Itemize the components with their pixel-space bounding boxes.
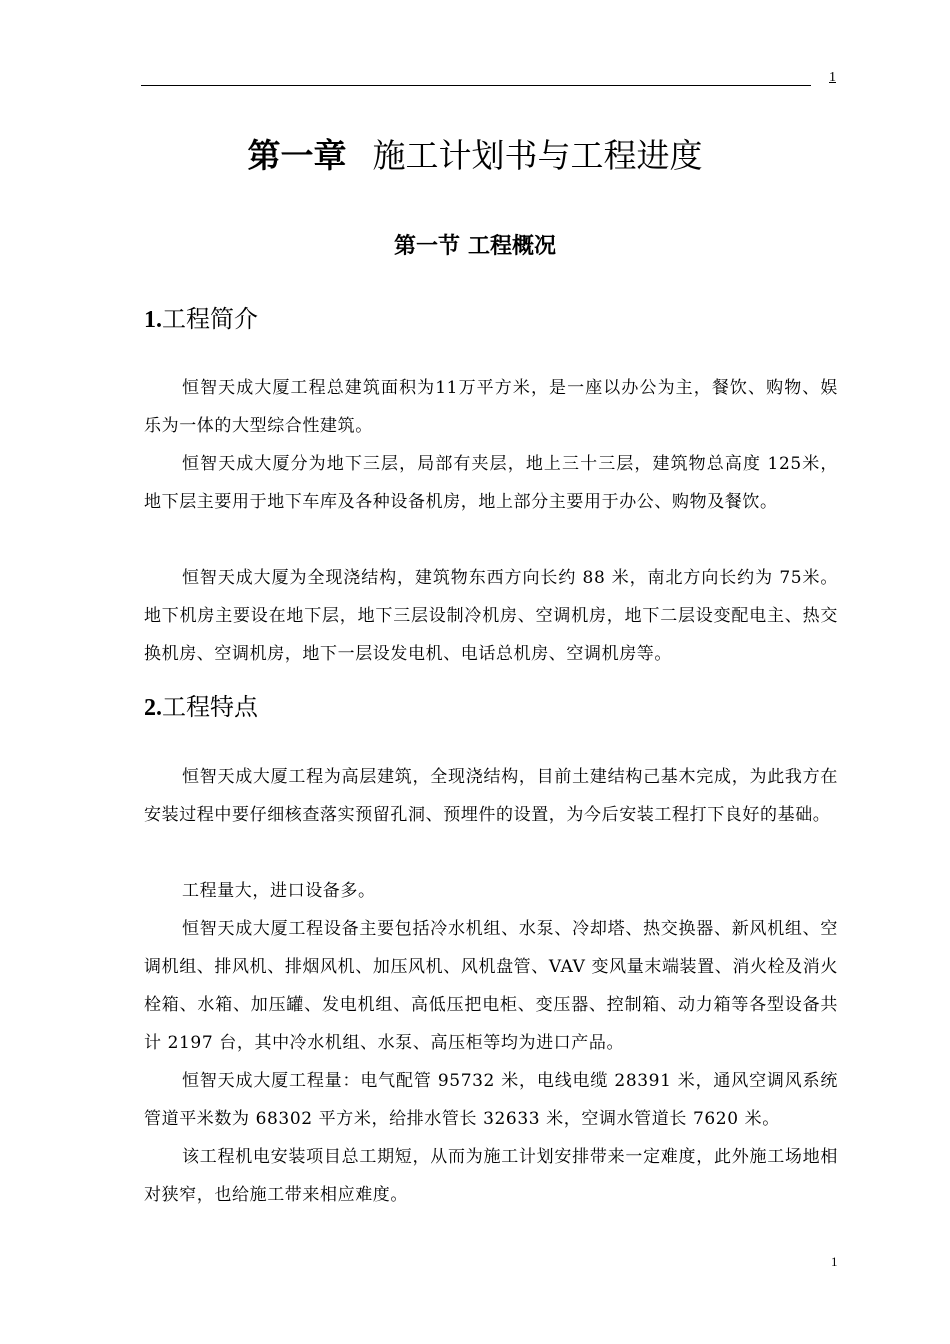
section-title	[0, 232, 950, 262]
paragraph: 该工程机电安装项目总工期短，从而为施工计划安排带来一定难度，此外施工场地相对狭窄，也给施工带来相应难度。	[144, 1147, 838, 1205]
paragraph: 恒智天成大厦工程设备主要包括冷水机组、水泵、冷却塔、热交换器、新风机组、空调机组、排风机、排烟风机、加压风机、风机盘管、VAV 变风量末端装置、消火栓及消火栓箱、水箱、加压罐、发电机组、高低压把电柜、变压器、控制箱、动力箱等各型设备共计 2197 台，其中冷水机组、水泵、高压柜等均为进口产品。	[144, 919, 838, 1053]
subsection-heading-2	[144, 690, 258, 725]
paragraph: 恒智天成大厦为全现浇结构，建筑物东西方向长约 88 米，南北方向长约为 75米。地下机房主要设在地下层，地下三层设制冷机房、空调机房，地下二层设变配电主、热交换机房、空调机房，地下一层设发电机、电话总机房、空调机房等。	[144, 568, 838, 664]
header-rule	[141, 85, 811, 86]
subsection-number: 2.	[144, 695, 162, 721]
chapter-number: 第一章	[247, 136, 347, 175]
paragraph: 恒智天成大厦分为地下三层，局部有夹层，地上三十三层，建筑物总高度 125米，地下层主要用于地下车库及各种设备机房，地上部分主要用于办公、购物及餐饮。	[144, 454, 838, 512]
paragraph: 工程量大，进口设备多。	[182, 881, 376, 901]
subsection-title: 工程简介	[162, 305, 258, 333]
subsection-heading-1	[144, 302, 258, 337]
paragraph: 恒智天成大厦工程为高层建筑，全现浇结构，目前土建结构己基木完成，为此我方在安装过程中要仔细核查落实预留孔洞、预埋件的设置，为今后安装工程打下良好的基础。	[144, 767, 838, 825]
subsection-number: 1.	[144, 307, 162, 333]
chapter-name: 施工计划书与工程进度	[372, 136, 703, 175]
paragraph: 恒智天成大厦工程总建筑面积为11万平方米，是一座以办公为主，餐饮、购物、娱乐为一体的大型综合性建筑。	[144, 378, 838, 436]
chapter-title	[0, 134, 950, 178]
section-number: 第一节	[393, 234, 460, 259]
footer-page-number: 1	[831, 1254, 838, 1269]
subsection-title: 工程特点	[162, 693, 258, 721]
header-page-number: 1	[829, 70, 836, 85]
section-name: 工程概况	[468, 234, 557, 259]
paragraph: 恒智天成大厦工程量：电气配管 95732 米，电线电缆 28391 米，通风空调风系统管道平米数为 68302 平方米，给排水管长 32633 米，空调水管道长 7620 米。	[144, 1071, 838, 1129]
